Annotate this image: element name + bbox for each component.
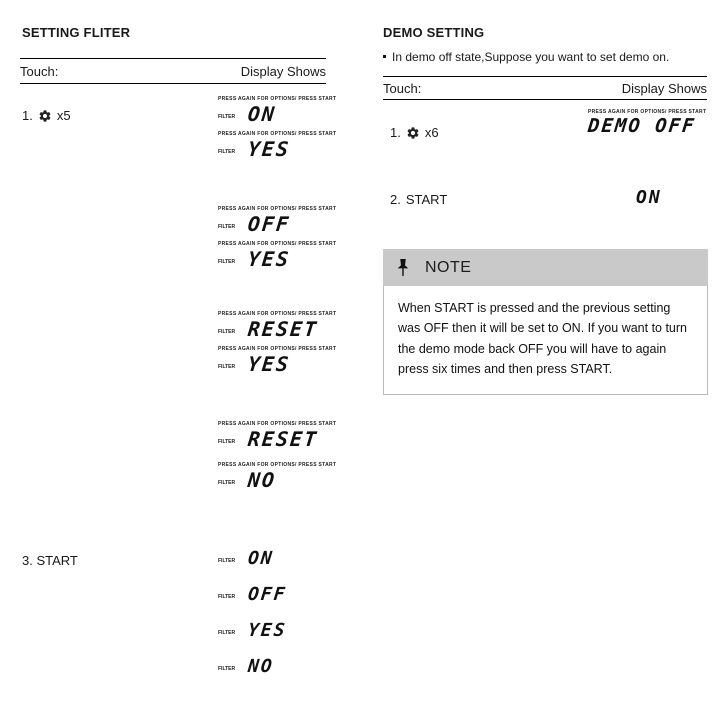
lcd-display (218, 242, 336, 269)
lcd-value: DEMO OFF (586, 115, 697, 137)
lcd-display (218, 586, 287, 604)
bullet-icon (383, 55, 386, 58)
step-label: START (405, 192, 448, 207)
lcd-display (218, 463, 336, 490)
lcd-value: YES (246, 620, 288, 641)
pushpin-icon (396, 258, 410, 277)
lcd-value: NO (246, 468, 278, 492)
lcd-display (218, 622, 287, 640)
lcd-group-off-yes (218, 207, 336, 269)
step-number: 1. (390, 125, 401, 140)
lcd-value: OFF (246, 212, 292, 236)
lcd-group-reset-no (218, 422, 336, 490)
touch-column-label: Touch: (383, 80, 422, 96)
demo-step-2-start (390, 192, 447, 207)
lcd-value: YES (246, 247, 292, 271)
filter-tag: FILTER (218, 558, 236, 564)
step-number: 1. (22, 108, 33, 123)
gear-icon (38, 109, 52, 123)
filter-tag: FILTER (218, 224, 236, 230)
lcd-value: ON (246, 102, 278, 126)
display-shows-column-label: Display Shows (240, 63, 326, 79)
lcd-group-reset-yes (218, 312, 336, 374)
lcd-header-text: PRESS AGAIN FOR OPTIONS/ PRESS START (588, 109, 707, 115)
demo-table-header (383, 76, 707, 100)
filter-tag: FILTER (218, 666, 236, 672)
step-number: 2. (390, 192, 401, 207)
lcd-display (218, 97, 336, 124)
lcd-display-on (636, 189, 662, 208)
filter-tag: FILTER (218, 329, 236, 335)
lcd-value: ON (246, 548, 275, 569)
lcd-value: YES (246, 137, 292, 161)
lcd-header-text: PRESS AGAIN FOR OPTIONS/ PRESS START (218, 131, 337, 137)
touch-column-label: Touch: (20, 63, 59, 79)
note-header (383, 249, 708, 286)
lcd-display-demo (588, 110, 706, 136)
demo-intro-text: In demo off state,Suppose you want to set demo on. (392, 50, 670, 64)
filter-step-1 (22, 108, 71, 123)
note-body: When START is pressed and the previous setting was OFF then it will be set to ON. If you want to turn the demo mode back OFF you will have to again press six times and then press START. (383, 286, 708, 395)
demo-step-1 (390, 125, 439, 140)
display-shows-column-label: Display Shows (621, 80, 707, 96)
lcd-display (218, 658, 274, 676)
lcd-value: OFF (246, 584, 288, 605)
filter-table-header (20, 58, 326, 84)
filter-tag: FILTER (218, 149, 236, 155)
lcd-header-text: PRESS AGAIN FOR OPTIONS/ PRESS START (218, 462, 337, 468)
filter-tag: FILTER (218, 594, 236, 600)
filter-tag: FILTER (218, 259, 236, 265)
lcd-display (218, 422, 336, 449)
demo-intro (383, 50, 713, 64)
note-title: NOTE (425, 258, 472, 276)
step-times: x5 (56, 108, 71, 123)
lcd-display (218, 347, 336, 374)
lcd-header-text: PRESS AGAIN FOR OPTIONS/ PRESS START (218, 346, 337, 352)
lcd-display (218, 132, 336, 159)
lcd-header-text: PRESS AGAIN FOR OPTIONS/ PRESS START (218, 421, 337, 427)
filter-tag: FILTER (218, 480, 236, 486)
filter-step-3-start (22, 553, 78, 568)
step-times: x6 (424, 125, 439, 140)
lcd-value: RESET (246, 317, 320, 341)
lcd-value: YES (246, 352, 292, 376)
lcd-display (218, 312, 336, 339)
step-label: 3. START (22, 553, 78, 568)
lcd-display (218, 550, 274, 568)
filter-tag: FILTER (218, 630, 236, 636)
filter-tag: FILTER (218, 439, 236, 445)
lcd-value: NO (246, 656, 275, 677)
lcd-value: ON (636, 187, 662, 208)
gear-icon (406, 126, 420, 140)
lcd-header-text: PRESS AGAIN FOR OPTIONS/ PRESS START (218, 96, 337, 102)
section-title-demo-setting: DEMO SETTING (383, 25, 485, 40)
lcd-group-on-yes (218, 97, 336, 159)
section-title-setting-filter: SETTING FLITER (22, 25, 131, 40)
filter-tag: FILTER (218, 364, 236, 370)
lcd-header-text: PRESS AGAIN FOR OPTIONS/ PRESS START (218, 311, 337, 317)
lcd-header-text: PRESS AGAIN FOR OPTIONS/ PRESS START (218, 206, 337, 212)
lcd-display (218, 207, 336, 234)
filter-tag: FILTER (218, 114, 236, 120)
note-box (383, 249, 708, 395)
lcd-header-text: PRESS AGAIN FOR OPTIONS/ PRESS START (218, 241, 337, 247)
lcd-value: RESET (246, 427, 320, 451)
